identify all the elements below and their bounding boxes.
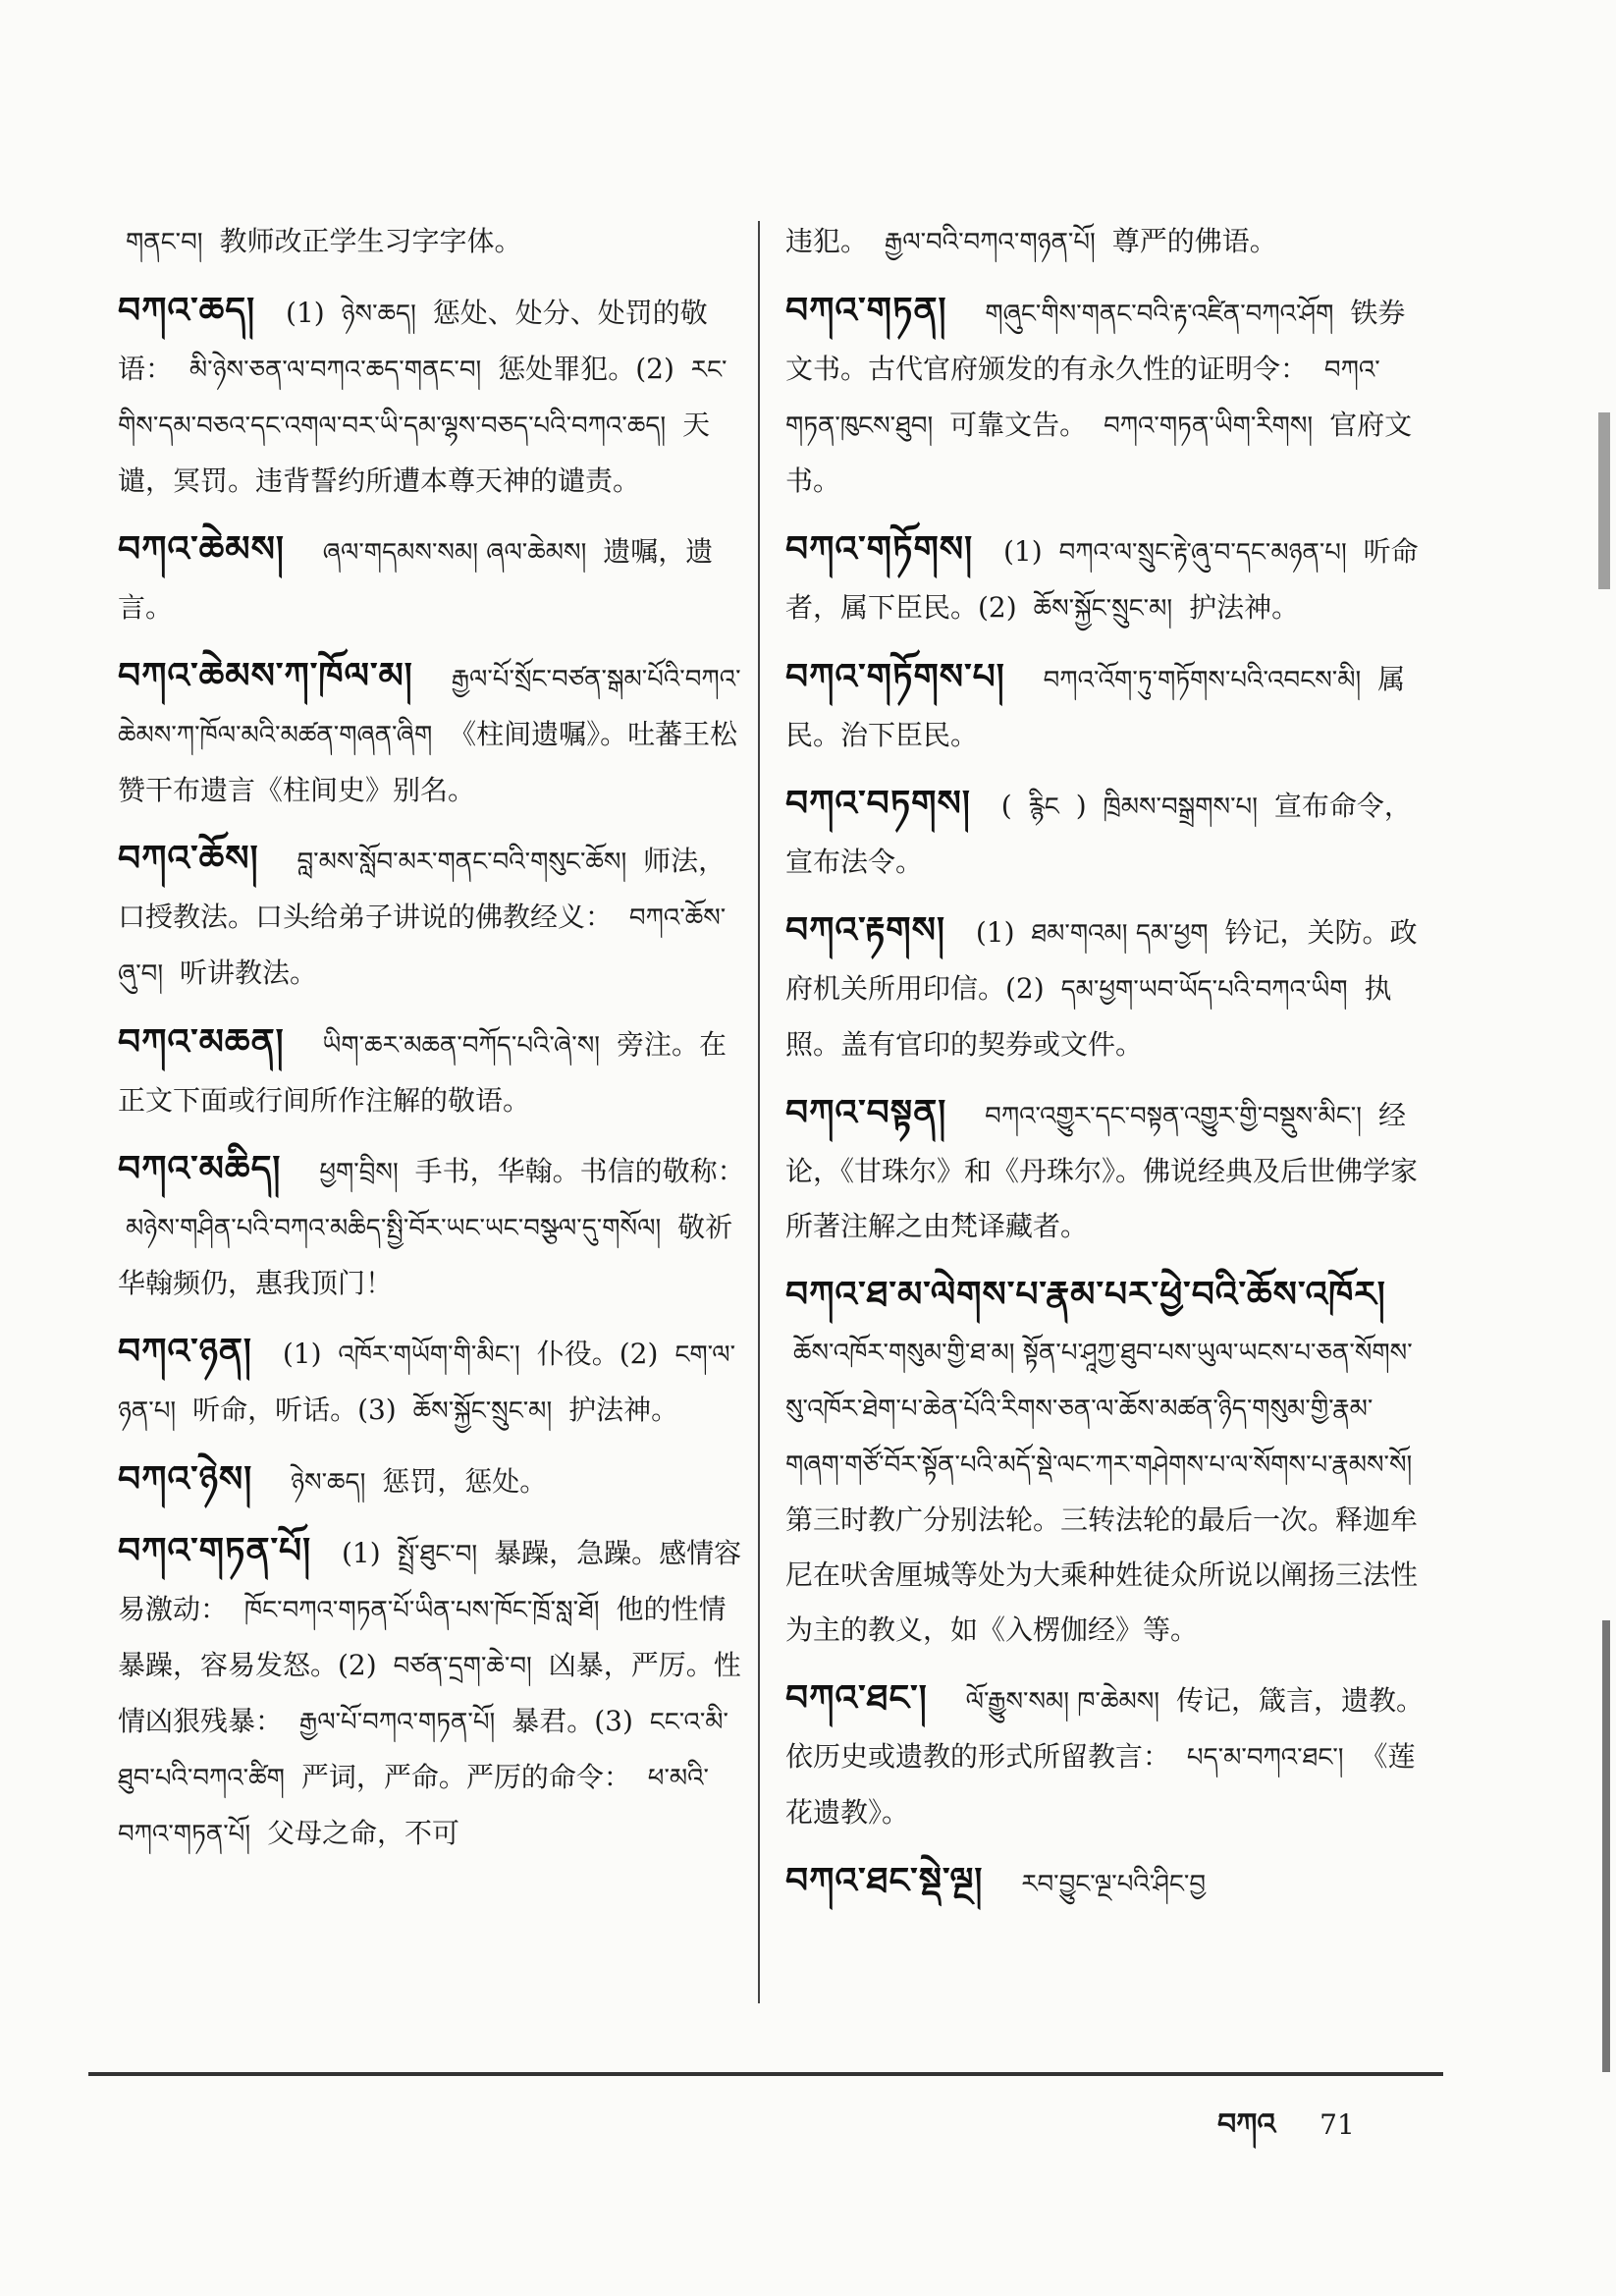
chinese-gloss: 手书，华翰。书信的敬称：: [414, 1155, 745, 1187]
headword: བཀའ་ཆེམས་ཀ་ཁོལ་མ།: [118, 656, 413, 696]
chinese-gloss: 属民。治下臣民。: [785, 663, 1406, 751]
dictionary-entry: [785, 522, 1428, 636]
headword: བཀའ་ཆེམས།: [118, 529, 285, 570]
tibetan-text: རྒྱལ་པོ་བཀའ་གཏན་པོ།: [298, 1708, 496, 1737]
headword: བཀའ་གཏོགས།: [785, 529, 974, 570]
chinese-gloss: (1): [1003, 535, 1043, 568]
dictionary-entry: [118, 1142, 746, 1311]
dictionary-entry: [118, 1015, 746, 1128]
tibetan-text: སྤྲོ་ཐུང་བ།: [397, 1540, 478, 1569]
tibetan-text: ཐམ་གའམ། དམ་ཕྱག: [1031, 919, 1209, 949]
dictionary-entry: [118, 1452, 746, 1510]
footer-rule: [88, 2072, 1443, 2076]
tibetan-text: ཆོས་འཁོར་གསུམ་གྱི་ཐ་མ། སྟོན་པ་ཤཱཀྱ་ཐུབ་པས་ཡུལ་ཡངས་པ་ཅན་སོགས་སུ་འཁོར་ཐེག་པ་ཆེན་པོའི་རིགས་ཅན་ལ་ཆོས་མཚན་ཉིད་གསུམ་གྱི་རྣམ་གཞག་གཙོ་བོར་སྟོན་པའི་མདོ་སྡེ་ལང་ཀར་གཤེགས་པ་ལ་སོགས་པ་རྣམས་སོ།: [785, 1339, 1413, 1480]
chinese-gloss: 师法，口授教法。口头给弟子讲说的佛教经义：: [118, 845, 727, 933]
chinese-gloss: (1): [286, 297, 325, 329]
headword: བཀའ་ཆད།: [118, 291, 256, 331]
scan-edge-mark: [1602, 1620, 1610, 2072]
dictionary-entry: [118, 284, 746, 509]
chinese-gloss: 第三时教广分别法轮。三转法轮的最后一次。释迦牟尼在吠舍厘城等处为大乘种姓徒众所说以阐扬三法性为主的教义，如《入楞伽经》等。: [785, 1503, 1419, 1646]
tibetan-text: བཀའ་གཏན་ཡིག་རིགས།: [1104, 411, 1314, 441]
tibetan-text: ལོ་རྒྱུས་སམ། ཁ་ཆེམས།: [965, 1687, 1160, 1717]
tibetan-text: དམ་ཕྱག་ཡབ་ཡོད་པའི་བཀའ་ཡིག: [1060, 975, 1348, 1005]
tibetan-text: གཞུང་གིས་གནང་བའི་རྟ་འཛིན་བཀའ་ཤོག: [985, 300, 1334, 329]
tibetan-text: རྒྱལ་བའི་བཀའ་གཉན་པོ།: [884, 228, 1096, 257]
column-divider: [758, 221, 760, 2003]
chinese-gloss: 宣布命令，宣布法令。: [785, 790, 1412, 878]
tibetan-text: ངང་འ་མི་ཐུབ་པའི་བཀའ་ཚིག: [118, 1708, 729, 1793]
chinese-gloss: 尊严的佛语。: [1111, 225, 1277, 257]
chinese-gloss: 惩处罪犯。(2): [498, 353, 674, 385]
chinese-gloss: 《莲花遗教》。: [785, 1740, 1416, 1829]
chinese-gloss: 护法神。: [1189, 591, 1300, 624]
tibetan-text: ཞལ་གདམས་སམ། ཞལ་ཆེམས།: [322, 538, 587, 568]
chinese-gloss: 护法神。: [568, 1394, 679, 1426]
tibetan-text: ཆོས་སྐྱོང་སྲུང་མ།: [412, 1396, 553, 1426]
headword: བཀའ་ཐང་སྡེ་ལྔ།: [785, 1861, 984, 1901]
headword: བཀའ་གཏན་པོ།: [118, 1531, 312, 1571]
dictionary-entry: [785, 284, 1428, 509]
chinese-gloss: 惩罚，惩处。: [382, 1465, 548, 1498]
chinese-gloss: 听讲教法。: [180, 957, 318, 989]
page-footer: [1217, 2092, 1355, 2174]
chinese-gloss: 他的性情暴躁，容易发怒。(2): [118, 1593, 727, 1681]
chinese-gloss: 经论，《甘珠尔》和《丹珠尔》。佛说经典及后世佛学家所著注解之由梵译藏者。: [785, 1099, 1419, 1242]
dictionary-entry: [785, 1086, 1428, 1254]
chinese-gloss: 仆役。(2): [536, 1338, 659, 1370]
tibetan-text: ཉེས་ཆད།: [291, 1468, 366, 1498]
chinese-gloss: (1): [342, 1537, 381, 1569]
tibetan-text: བཀའ་འོག་ཏུ་གཏོགས་པའི་འབངས་མི།: [1043, 666, 1362, 695]
chinese-gloss: 父母之命，不可: [267, 1817, 460, 1849]
dictionary-entry: [118, 649, 746, 818]
headword: བཀའ་ཆོས།: [118, 839, 259, 879]
left-column: [118, 214, 746, 1876]
tibetan-text: ཁྲིམས་བསྒྲགས་པ།: [1103, 793, 1258, 822]
tibetan-text: གནང་བ།: [126, 228, 203, 257]
right-column: [785, 214, 1428, 1926]
tibetan-text: ཁོང་བཀའ་གཏན་པོ་ཡིན་པས་ཁོང་ཁྲོ་སླ་ཐོ།: [243, 1596, 600, 1625]
tibetan-text: ཆོས་སྐྱོང་སྲུང་མ།: [1033, 594, 1173, 624]
dictionary-entry: [785, 903, 1428, 1072]
chinese-gloss: 惩处、处分、处罚的敬语：: [118, 297, 708, 385]
dictionary-entry: [785, 214, 1428, 270]
headword: བཀའ་ཉན།: [118, 1332, 252, 1372]
chinese-gloss: ): [1075, 790, 1087, 822]
dictionary-entry: [785, 1671, 1428, 1840]
chinese-gloss: 官府文书。: [785, 409, 1413, 497]
dictionary-entry: [785, 1854, 1428, 1912]
chinese-gloss: 旁注。在正文下面或行间所作注解的敬语。: [118, 1028, 727, 1117]
tibetan-text: རབ་བྱུང་ལྔ་པའི་ཤིང་བྱ: [1021, 1870, 1207, 1899]
headword: བཀའ་ཉེས།: [118, 1459, 253, 1500]
tibetan-text: མི་ཉེས་ཅན་ལ་བཀའ་ཆད་གནང་བ།: [189, 355, 482, 385]
chinese-gloss: (1): [975, 916, 1015, 949]
tibetan-text: ངག་ལ་ཉན་པ།: [118, 1340, 736, 1426]
chinese-gloss: 严词，严命。严厉的命令：: [300, 1761, 631, 1793]
tibetan-text: འཁོར་གཡོག་གི་མིང་།: [338, 1340, 520, 1370]
tibetan-text: རྒྱལ་པོ་སྲོང་བཙན་སྒམ་པོའི་བཀའ་ཆེམས་ཀ་ཁོལ་མའི་མཚན་གཞན་ཞིག: [118, 665, 741, 750]
chinese-gloss: 暴君。(3): [512, 1705, 633, 1737]
chinese-gloss: 违犯。: [785, 225, 869, 257]
headword: བཀའ་བསྟན།: [785, 1093, 947, 1133]
dictionary-entry: [785, 1268, 1428, 1658]
tibetan-text: རྙིང: [1028, 793, 1059, 822]
tibetan-text: ཡིག་ཆར་མཆན་བཀོད་པའི་ཞེ་ས།: [322, 1031, 601, 1061]
chinese-gloss: 天谴，冥罚。违背誓约所遭本尊天神的谴责。: [118, 409, 711, 497]
dictionary-entry: [785, 650, 1428, 763]
tibetan-text: བཙན་དྲག་ཆེ་བ།: [393, 1652, 532, 1681]
chinese-gloss: 遗嘱，遗言。: [118, 535, 714, 624]
chinese-gloss: 钤记，关防。政府机关所用印信。(2): [785, 916, 1418, 1005]
dictionary-entry: [118, 1325, 746, 1439]
headword: བཀའ་མཆན།: [118, 1022, 285, 1063]
headword: བཀའ་བཏགས།: [785, 784, 971, 824]
dictionary-entry: [118, 214, 746, 270]
chinese-gloss: 《柱间遗嘱》。吐蕃王松赞干布遗言《柱间史》别名。: [118, 718, 738, 806]
dictionary-entry: [785, 777, 1428, 890]
chinese-gloss: 可靠文告。: [949, 409, 1088, 441]
headword: བཀའ་ཐང་།: [785, 1678, 928, 1719]
tibetan-text: ཉེས་ཆད།: [341, 300, 416, 329]
tibetan-text: མཉེས་གཤིན་པའི་བཀའ་མཆིད་སྤྱི་བོར་ཡང་ཡང་བསྩལ་དུ་གསོལ།: [126, 1214, 662, 1243]
dictionary-entry: [118, 522, 746, 635]
headword: བཀའ་མཆིད།: [118, 1149, 282, 1189]
headword: བཀའ་གཏན།: [785, 291, 947, 331]
chinese-gloss: 听命者，属下臣民。(2): [785, 535, 1419, 624]
page-number: 71: [1320, 2108, 1355, 2141]
tibetan-text: བཀའ་གཏན་ཁུངས་ཐུབ།: [785, 355, 1380, 441]
running-head: བཀའ: [1217, 2107, 1276, 2142]
chinese-gloss: (1): [282, 1338, 322, 1370]
dictionary-entry: [118, 832, 746, 1002]
tibetan-text: བླ་མས་སློབ་མར་གནང་བའི་གསུང་ཆོས།: [296, 847, 627, 877]
chinese-gloss: 执照。盖有官印的契券或文件。: [785, 972, 1392, 1061]
tibetan-text: བཀའ་ལ་སྲུང་རྟེ་ཞུ་བ་དང་མཉན་པ།: [1058, 538, 1347, 568]
headword: བཀའ་ཐ་མ་ལེགས་པ་རྣམ་པར་ཕྱེ་བའི་ཆོས་འཁོར།: [785, 1275, 1386, 1315]
tibetan-text: བཀའ་ཆོས་ཞུ་བ།: [118, 903, 727, 989]
tibetan-text: བཀའ་འགྱུར་དང་བསྟན་འགྱུར་གྱི་བསྡུས་མིང་།: [985, 1102, 1363, 1131]
chinese-gloss: (: [1000, 790, 1012, 822]
chinese-gloss: 暴躁，急躁。感情容易激动：: [118, 1537, 742, 1625]
chinese-gloss: 铁券文书。古代官府颁发的有永久性的证明令：: [785, 297, 1406, 385]
chinese-gloss: 听命，听话。(3): [192, 1394, 397, 1426]
chinese-gloss: 教师改正学生习字字体。: [219, 225, 522, 257]
scan-edge-mark: [1598, 412, 1610, 589]
headword: བཀའ་གཏོགས་པ།: [785, 657, 1005, 697]
tibetan-text: ཕྱག་བྲིས།: [319, 1158, 399, 1187]
dictionary-entry: [118, 1524, 746, 1862]
tibetan-text: ཕ་མའི་བཀའ་གཏན་པོ།: [118, 1764, 710, 1849]
chinese-gloss: 凶暴，严厉。性情凶狠残暴：: [118, 1649, 741, 1737]
chinese-gloss: 敬祈华翰频仍，惠我顶门！: [118, 1211, 733, 1299]
headword: བཀའ་རྟགས།: [785, 910, 945, 951]
chinese-gloss: 传记，箴言，遗教。依历史或遗教的形式所留教言：: [785, 1684, 1424, 1773]
tibetan-text: པད་མ་བཀའ་ཐང་།: [1186, 1743, 1344, 1773]
tibetan-text: རང་གིས་དམ་བཅའ་དང་འགལ་བར་ཡི་དམ་ལྷས་བཅད་པའི་བཀའ་ཆད།: [118, 355, 727, 441]
